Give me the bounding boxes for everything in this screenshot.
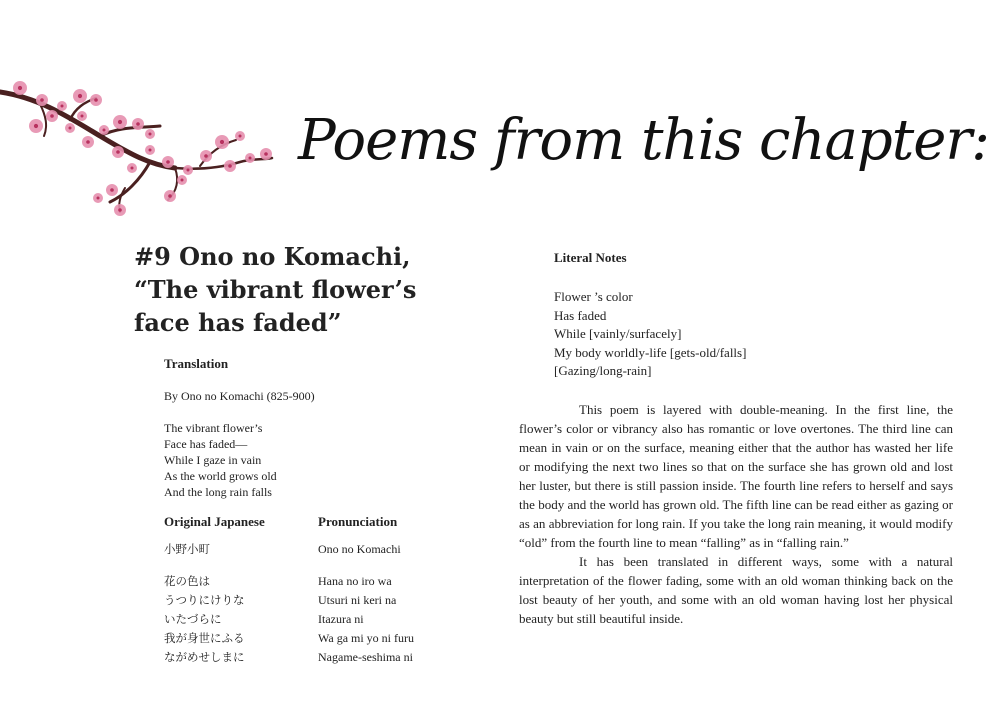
pronunciation-label: Pronunciation [318,514,398,529]
pronunciation-lines [318,572,414,667]
translation-line: While I gaze in vain [164,453,262,467]
notes-line: While [vainly/surfacely] [554,326,682,341]
notes-title: Literal Notes [554,250,627,265]
notes-line: [Gazing/long-rain] [554,363,652,378]
original-label: Original Japanese [164,514,265,529]
original-line: いたづらに [164,612,222,626]
pronunciation-line: Itazura ni [318,612,364,626]
page-title: Poems from this chapter: [298,108,989,173]
translation-label: Translation [164,356,229,371]
pronunciation-line: Utsuri ni keri na [318,593,397,607]
poem-heading: #9 Ono no Komachi, “The vibrant flower’s face has faded” [134,242,417,337]
cherry-blossom-branch-icon [0,70,280,220]
commentary [519,400,953,628]
translation-line: The vibrant flower’s [164,421,263,435]
pronunciation-author: Ono no Komachi [318,542,401,556]
pronunciation-line: Hana no iro wa [318,574,392,588]
notes-line: Has faded [554,307,607,323]
original-line: ながめせしまに [164,650,245,664]
translation-line: And the long rain falls [164,485,272,499]
original-author: 小野小町 [164,542,210,556]
original-line: 花の色は [164,574,210,588]
original-line: うつりにけりな [164,593,245,607]
translation-lines [164,420,277,500]
notes-lines [554,288,746,381]
translation-line: Face has faded— [164,437,248,451]
original-lines [164,572,245,667]
commentary-paragraph: This poem is layered with double-meaning. In the first line, the flower’s color or vibrancy also has romantic or love overtones. The third line can mean in vain or on the surface, meaning either that the author has wasted her life or modifying the next two lines so that on the surface she has grown old and lost her luster, but there is still passion inside. The fourth line refers to herself and says the body and the world has grown old. The fifth line can be read either as gazing or as an abbreviation for long rain. If you take the long rain meaning, it would modify “old” from the fourth line to mean “falling” as in “falling rain.” [519,402,953,550]
original-line: 我が身世にふる [164,631,245,645]
commentary-paragraph: It has been translated in different ways, some with a natural interpretation of the flower fading, some with an old woman thinking back on the lost beauty of her youth, and some with an old woman having lost her physical beauty but still beautiful inside. [519,554,953,626]
notes-line: My body worldly-life [gets-old/falls] [554,344,747,360]
translation-line: As the world grows old [164,469,277,483]
notes-line: Flower ’s color [554,289,633,304]
pronunciation-line: Nagame-seshima ni [318,650,413,664]
byline: By Ono no Komachi (825-900) [164,389,315,403]
pronunciation-line: Wa ga mi yo ni furu [318,631,415,645]
